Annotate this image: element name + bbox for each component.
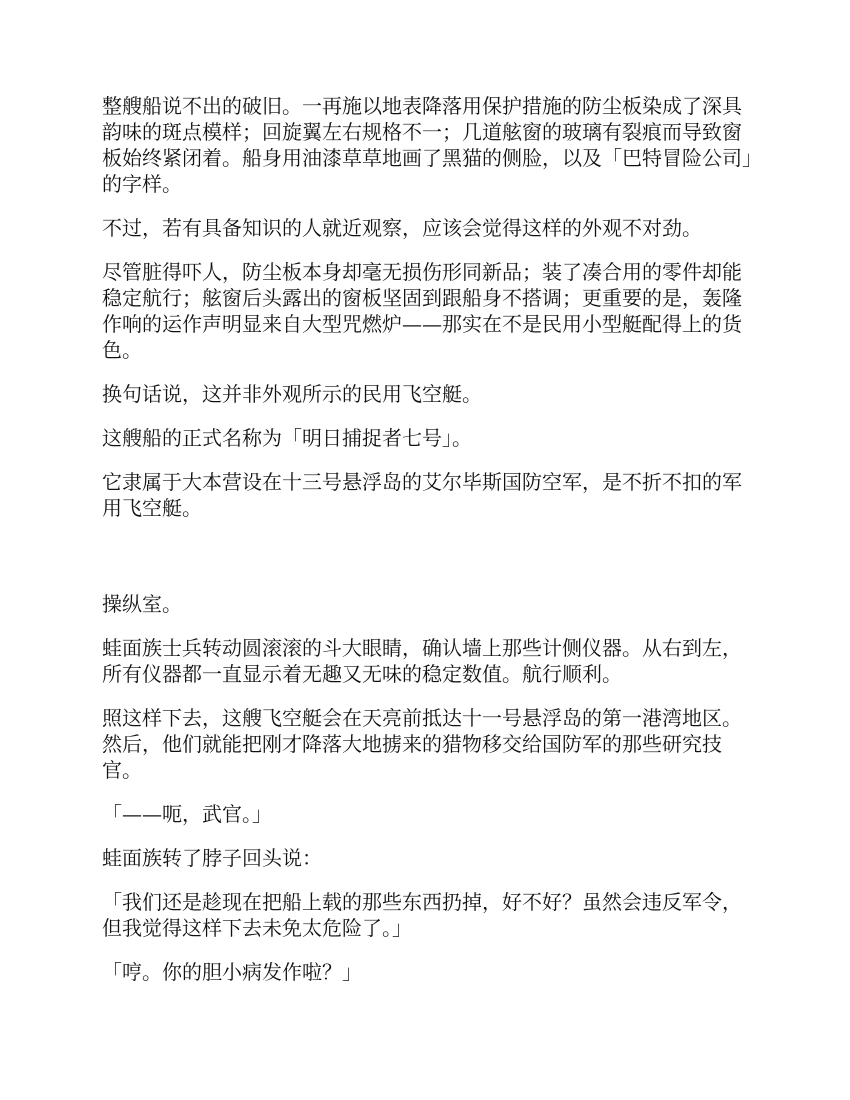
paragraph: 尽管脏得吓人，防尘板本身却毫无损伤形同新品；装了凑合用的零件却能稳定航行；舷窗后头露出的窗板坚固到跟船身不搭调；更重要的是，轰隆作响的运作声明显来自大型咒燃炉——那实在不是民用小型艇配得上的货色。 (102, 260, 742, 362)
paragraph: 蛙面族士兵转动圆滚滚的斗大眼睛，确认墙上那些计侧仪器。从右到左，所有仪器都一直显示着无趣又无味的稳定数值。航行顺利。 (102, 636, 742, 686)
paragraph: 它隶属于大本营设在十三号悬浮岛的艾尔毕斯国防空军，是不折不扣的军用飞空艇。 (102, 470, 742, 520)
paragraph: 「我们还是趁现在把船上载的那些东西扔掉，好不好？虽然会违反军令，但我觉得这样下去未免太危险了。」 (102, 890, 742, 940)
paragraph: 「——呃，武官。」 (102, 802, 272, 826)
paragraph: 操纵室。 (102, 592, 182, 616)
paragraph: 「哼。你的胆小病发作啦？」 (102, 960, 362, 984)
paragraph: 换句话说，这并非外观所示的民用飞空艇。 (102, 382, 482, 406)
paragraph: 这艘船的正式名称为「明日捕捉者七号」。 (102, 426, 472, 450)
paragraph: 整艘船说不出的破旧。一再施以地表降落用保护措施的防尘板染成了深具韵味的斑点模样；回旋翼左右规格不一；几道舷窗的玻璃有裂痕而导致窗板始终紧闭着。船身用油漆草草地画了黑猫的侧脸，以及「巴特冒险公司」的字样。 (102, 94, 752, 196)
paragraph: 照这样下去，这艘飞空艇会在天亮前抵达十一号悬浮岛的第一港湾地区。然后，他们就能把刚才降落大地掳来的猎物移交给国防军的那些研究技官。 (102, 706, 742, 782)
paragraph: 蛙面族转了脖子回头说： (102, 846, 322, 870)
paragraph: 不过，若有具备知识的人就近观察，应该会觉得这样的外观不对劲。 (102, 216, 702, 240)
section-break (102, 539, 752, 591)
document-page (102, 93, 752, 1003)
